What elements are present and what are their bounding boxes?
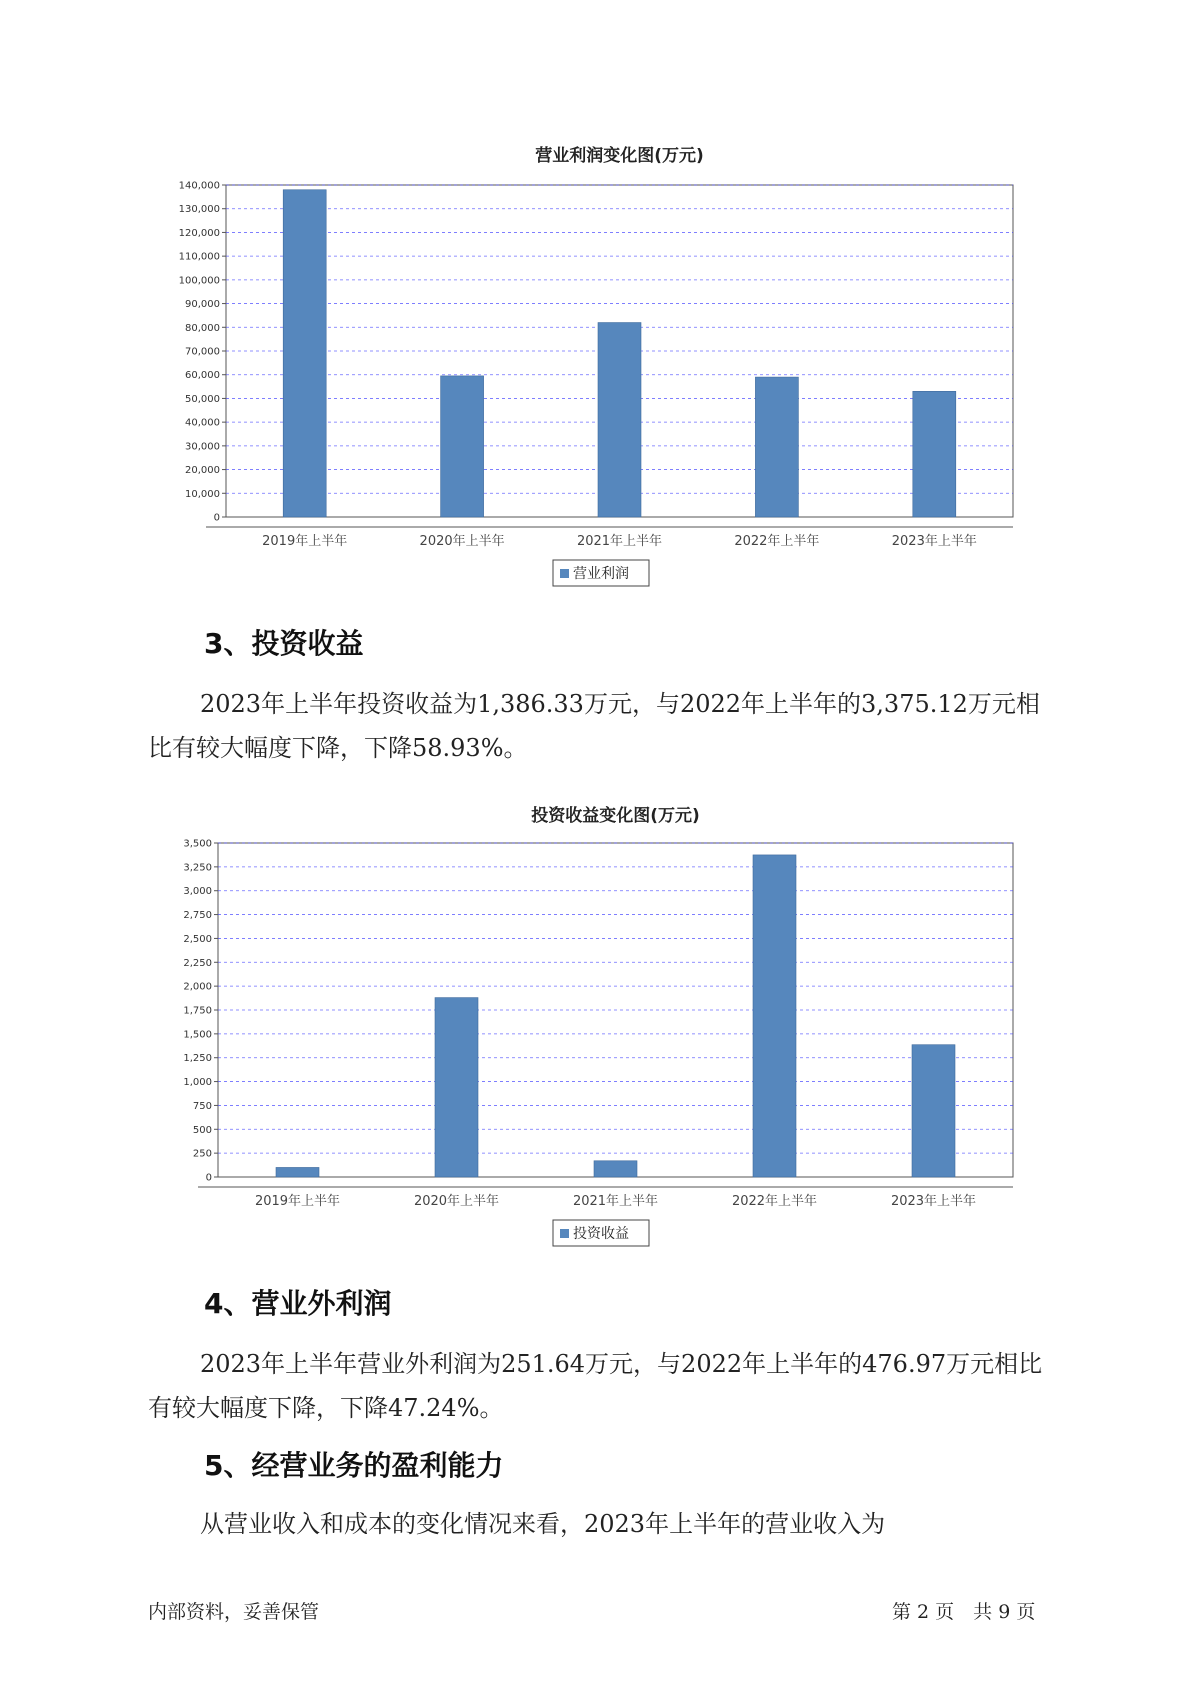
bar-2020年上半年: [441, 376, 484, 517]
section-3-paragraph: 2023年上半年投资收益为1,386.33万元，与2022年上半年的3,375.12万元相比有较大幅度下降，下降58.93%。: [148, 690, 1040, 762]
y-tick-label: 130,000: [178, 204, 220, 216]
y-tick-label: 0: [213, 512, 220, 524]
y-tick-label: 50,000: [185, 393, 220, 405]
x-tick-label: 2021年上半年: [572, 1194, 659, 1209]
y-tick-label: 3,500: [183, 838, 212, 850]
y-tick-label: 70,000: [185, 346, 220, 358]
y-tick-label: 0: [205, 1172, 212, 1184]
bar-2022年上半年: [753, 855, 796, 1177]
x-tick-label: 2019年上半年: [254, 1194, 341, 1209]
y-tick-label: 30,000: [185, 441, 220, 453]
investment-income-chart-svg: [0, 798, 1191, 1258]
section-4-heading: 4、营业外利润: [204, 1287, 392, 1320]
x-tick-label: 2023年上半年: [891, 534, 977, 549]
x-tick-label: 2019年上半年: [262, 534, 348, 549]
y-tick-label: 250: [192, 1148, 212, 1160]
y-tick-label: 750: [192, 1100, 212, 1112]
bar-2021年上半年: [598, 323, 641, 517]
y-tick-label: 3,250: [183, 862, 212, 874]
bar-2023年上半年: [912, 1045, 955, 1177]
y-tick-label: 500: [192, 1124, 212, 1136]
legend-swatch: [560, 1229, 569, 1238]
chart-legend: [553, 560, 649, 586]
bar-2023年上半年: [913, 391, 956, 517]
y-tick-label: 90,000: [185, 299, 220, 311]
y-tick-label: 60,000: [185, 370, 220, 382]
x-tick-label: 2022年上半年: [731, 1194, 818, 1209]
x-tick-label: 2022年上半年: [734, 534, 820, 549]
legend-label: 投资收益: [573, 1226, 629, 1242]
legend-label: 营业利润: [573, 566, 629, 582]
x-tick-label: 2020年上半年: [413, 1194, 500, 1209]
y-tick-label: 100,000: [178, 275, 220, 287]
bar-2019年上半年: [283, 190, 326, 517]
chart-legend: [553, 1220, 649, 1246]
footer-page-number: 第 2 页 共 9 页: [892, 1601, 1036, 1623]
y-tick-label: 2,750: [183, 910, 212, 922]
bar-2021年上半年: [594, 1161, 637, 1177]
section-4-paragraph: 2023年上半年营业外利润为251.64万元，与2022年上半年的476.97万元相比有较大幅度下降，下降47.24%。: [148, 1350, 1043, 1422]
y-tick-label: 3,000: [183, 886, 212, 898]
bar-2020年上半年: [435, 998, 478, 1177]
y-tick-label: 2,000: [183, 981, 212, 993]
bar-2019年上半年: [276, 1167, 319, 1177]
y-tick-label: 10,000: [185, 488, 220, 500]
y-tick-label: 110,000: [178, 251, 220, 263]
section-5-heading: 5、经营业务的盈利能力: [204, 1449, 504, 1482]
x-tick-label: 2020年上半年: [419, 534, 505, 549]
operating-profit-chart-svg: [0, 140, 1191, 600]
y-tick-label: 2,250: [183, 957, 212, 969]
y-tick-label: 1,000: [183, 1077, 212, 1089]
footer-confidential-note: 内部资料，妥善保管: [148, 1601, 320, 1623]
y-tick-label: 1,250: [183, 1053, 212, 1065]
bar-2022年上半年: [755, 377, 798, 517]
section-3-heading: 3、投资收益: [204, 627, 364, 660]
section-5-paragraph: 从营业收入和成本的变化情况来看，2023年上半年的营业收入为: [200, 1510, 886, 1538]
chart-title: 营业利润变化图(万元): [535, 146, 704, 166]
y-tick-label: 80,000: [185, 322, 220, 334]
y-tick-label: 1,500: [183, 1029, 212, 1041]
investment-income-chart: [0, 798, 1191, 1258]
operating-profit-chart: [0, 140, 1191, 600]
y-tick-label: 120,000: [178, 227, 220, 239]
chart-title: 投资收益变化图(万元): [531, 806, 700, 826]
x-tick-label: 2023年上半年: [890, 1194, 977, 1209]
y-tick-label: 1,750: [183, 1005, 212, 1017]
y-tick-label: 40,000: [185, 417, 220, 429]
x-tick-label: 2021年上半年: [576, 534, 663, 549]
y-tick-label: 20,000: [185, 465, 220, 477]
y-tick-label: 2,500: [183, 933, 212, 945]
legend-swatch: [560, 569, 569, 578]
y-tick-label: 140,000: [178, 180, 220, 192]
